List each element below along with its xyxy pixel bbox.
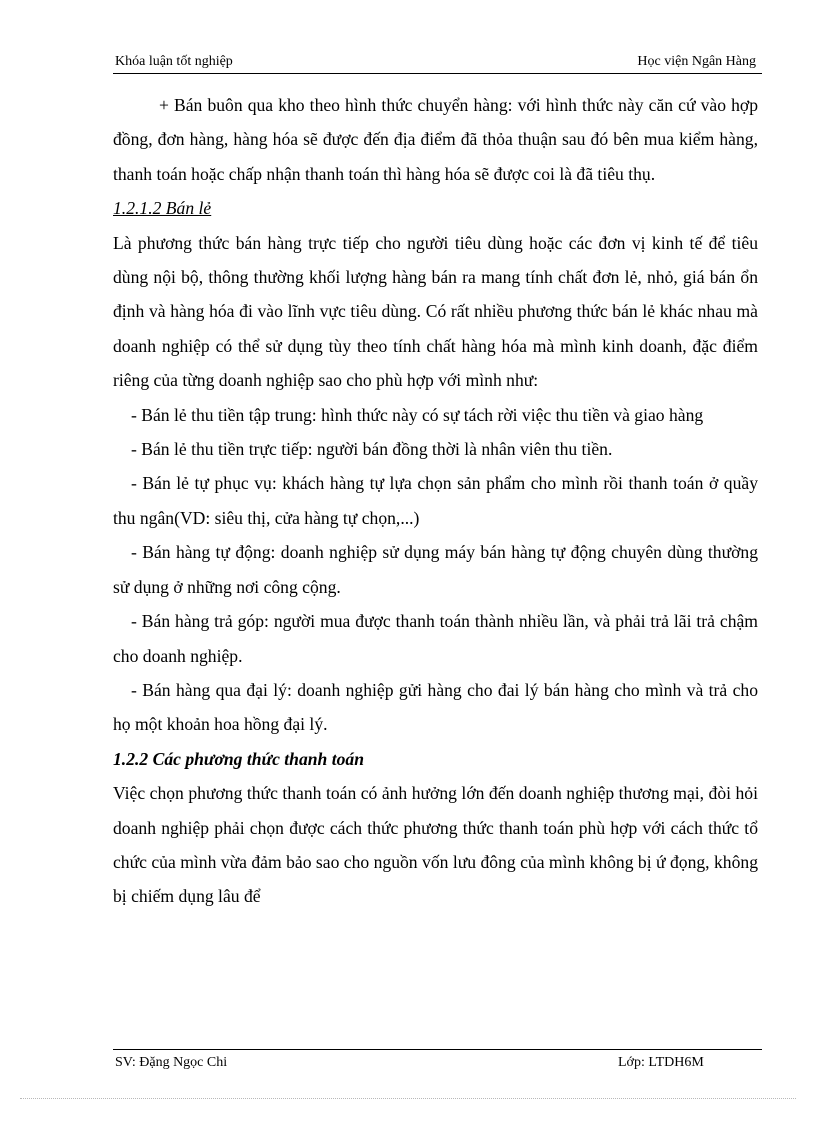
paragraph-wholesale-transfer: + Bán buôn qua kho theo hình thức chuyển hàng: với hình thức này căn cứ vào hợp đồng, đơn hàng, hàng hóa sẽ được đến địa điểm đã thỏa thuận sau đó bên mua kiểm hàng, thanh toán hoặc chấp nhận thanh toán thì hàng hóa sẽ được coi là đã tiêu thụ. [113,95,758,184]
paragraph-payment-intro: Việc chọn phương thức thanh toán có ảnh hưởng lớn đến doanh nghiệp thương mại, đòi hỏi doanh nghiệp phải chọn được cách thức phương thức thanh toán phù hợp với cách thức tổ chức của mình vừa đảm bảo sao cho nguồn vốn lưu đông của mình không bị ứ đọng, không bị chiếm dụng lâu để [113,783,758,907]
header-thesis-label: Khóa luận tốt nghiệp [115,54,233,69]
paragraph-retail-intro: Là phương thức bán hàng trực tiếp cho người tiêu dùng hoặc các đơn vị kinh tế để tiêu dùng nội bộ, thông thường khối lượng hàng bán ra mang tính chất đơn lẻ, nhỏ, giá bán ổn định và hàng hóa đi vào lĩnh vực tiêu dùng. Có rất nhiều phương thức bán lẻ khác nhau mà doanh nghiệp có thể sử dụng tùy theo tính chất hàng hóa mà mình kinh doanh, đặc điểm riêng của từng doanh nghiệp sao cho phù hợp với mình như: [113,232,758,391]
page-footer [113,1055,762,1077]
section-heading-payment-methods: 1.2.2 Các phương thức thanh toán [113,748,364,769]
page-body [113,88,758,914]
page-header [113,52,762,74]
bullet-item: - Bán hàng tự động: doanh nghiệp sử dụng máy bán hàng tự động chuyên dùng thường sử dụng ở những nơi công cộng. [113,542,758,597]
bullet-item: - Bán lẻ tự phục vụ: khách hàng tự lựa chọn sản phẩm cho mình rồi thanh toán ở quầy thu ngân(VD: siêu thị, cửa hàng tự chọn,...) [113,473,758,528]
subheading-retail [113,191,758,225]
bullet-item: - Bán hàng trả góp: người mua được thanh toán thành nhiều lần, và phải trả lãi trả chậm cho doanh nghiệp. [113,611,758,666]
bullet-item: - Bán lẻ thu tiền tập trung: hình thức này có sự tách rời việc thu tiền và giao hàng [131,404,704,425]
subheading-retail-text: 1.2.1.2 Bán lẻ [113,198,212,219]
footer-student-name: SV: Đặng Ngọc Chi [115,1055,228,1070]
header-institution: Học viện Ngân Hàng [637,54,756,69]
header-rule [113,73,762,74]
bullet-item: - Bán hàng qua đại lý: doanh nghiệp gửi hàng cho đai lý bán hàng cho mình và trả cho họ một khoản hoa hồng đại lý. [113,679,758,735]
bullet-item: - Bán lẻ thu tiền trực tiếp: người bán đồng thời là nhân viên thu tiền. [131,439,613,460]
footer-rule [113,1049,762,1050]
page-edge-divider [20,1098,796,1099]
footer-class-code: Lớp: LTDH6M [618,1055,704,1070]
